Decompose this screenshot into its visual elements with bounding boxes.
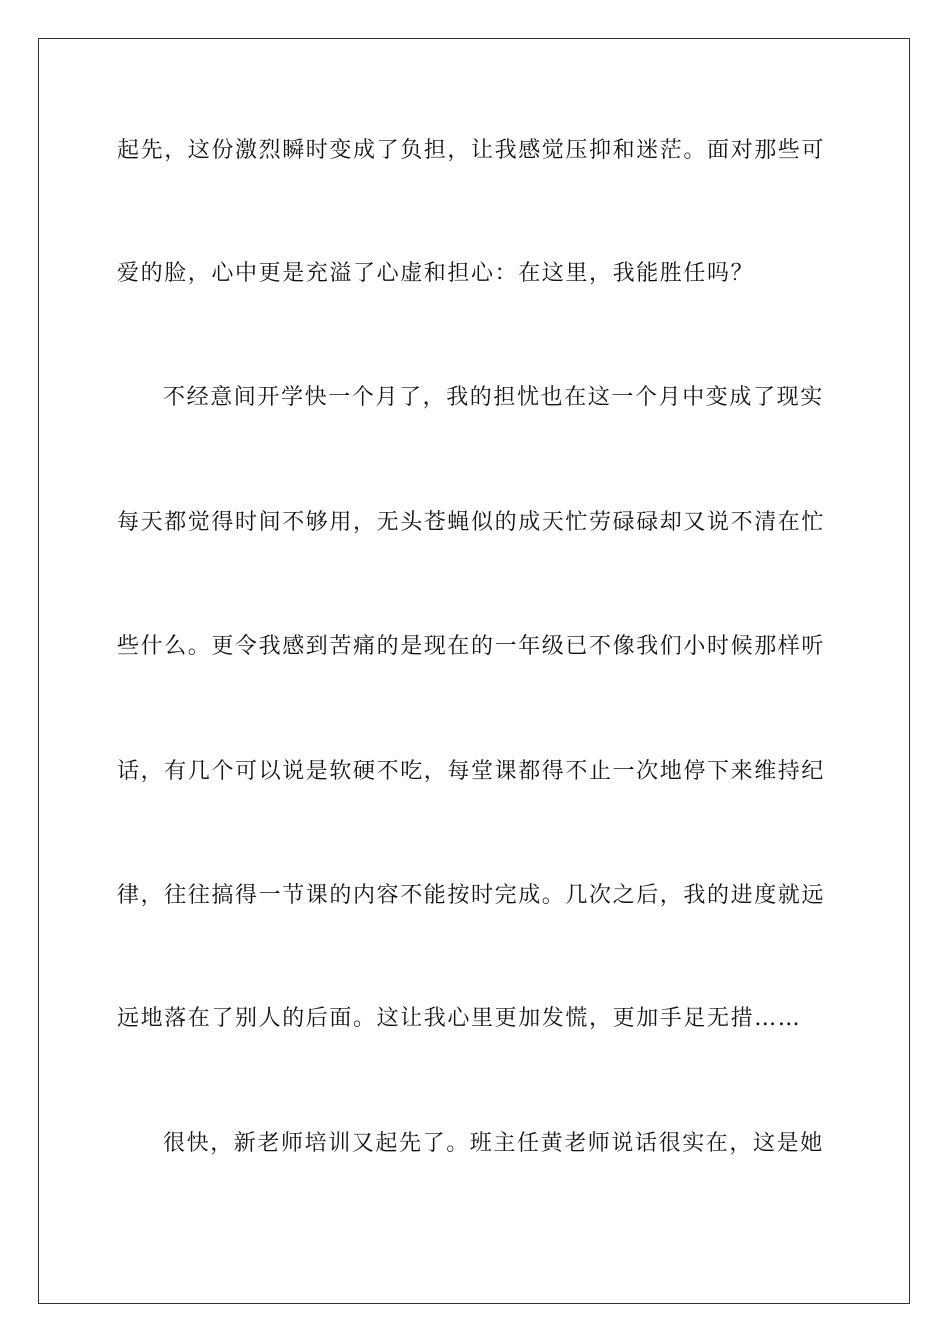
paragraph-start-line: 很快，新老师培训又起先了。班主任黄老师说话很实在，这是她 bbox=[163, 1131, 824, 1156]
text-line: 话，有几个可以说是软硬不吃，每堂课都得不止一次地停下来维持纪 bbox=[117, 759, 826, 784]
text-line: 远地落在了别人的后面。这让我心里更加发慌，更加手足无措…… bbox=[117, 1006, 802, 1031]
text-line: 每天都觉得时间不够用，无头苍蝇似的成天忙劳碌碌却又说不清在忙 bbox=[117, 510, 826, 535]
paragraph-start-line: 不经意间开学快一个月了，我的担忧也在这一个月中变成了现实 bbox=[163, 385, 824, 410]
text-line: 些什么。更令我感到苦痛的是现在的一年级已不像我们小时候那样听 bbox=[117, 634, 826, 659]
text-line: 律，往往搞得一节课的内容不能按时完成。几次之后，我的进度就远 bbox=[117, 883, 826, 908]
text-line: 起先，这份激烈瞬时变成了负担，让我感觉压抑和迷茫。面对那些可 bbox=[117, 138, 826, 163]
text-line: 爱的脸，心中更是充溢了心虚和担心：在这里，我能胜任吗？ bbox=[117, 261, 755, 286]
page-border bbox=[38, 38, 910, 1304]
